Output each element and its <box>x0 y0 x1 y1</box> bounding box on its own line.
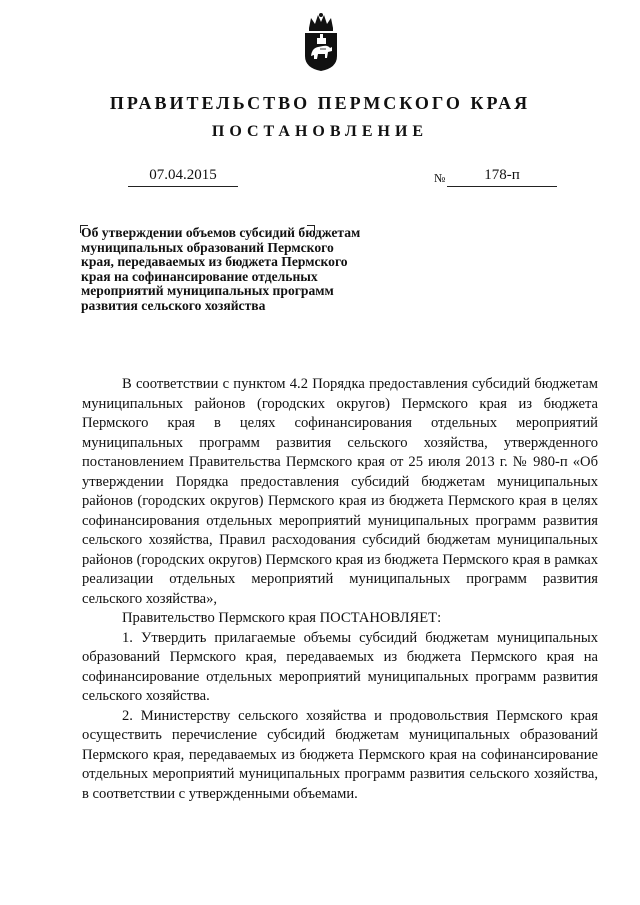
decree-date: 07.04.2015 <box>128 165 238 187</box>
clause-1: 1. Утвердить прилагаемые объемы субсидий бюджетам муниципальных образований Пермского края, передаваемых из бюджета Пермского края на софинансирование отдельных мероприятий муниципальных программ развития сельского хозяйства. <box>82 629 598 704</box>
decree-number: 178-п <box>447 165 557 187</box>
decree-subject: Об утверждении объемов субсидий бюджетам муниципальных образований Пермского края, передаваемых из бюджета Пермского края на софинансирование отдельных мероприятий муниципальных программ развития сельского хозяйства <box>81 225 361 313</box>
decree-body <box>82 375 598 804</box>
document-type-title: ПОСТАНОВЛЕНИЕ <box>211 123 429 140</box>
government-title: ПРАВИТЕЛЬСТВО ПЕРМСКОГО КРАЯ <box>109 93 531 113</box>
preamble-paragraph: В соответствии с пунктом 4.2 Порядка предоставления субсидий бюджетам муниципальных районов (городских округов) Пермского края из бюджета Пермского края в целях софинансирования отдельных мероприятий муниципальных программ развития сельского хозяйства, утвержденного постановлением Правительства Пермского края от 25 июля 2013 г. № 980-п «Об утверждении Порядка предоставления субсидий бюджетам муниципальных районов (городских округов) Пермского края из бюджета Пермского края в целях софинансирования отдельных мероприятий муниципальных программ развития сельского хозяйства, Правил расходования субсидий бюджетам муниципальных районов (городских округов) Пермского края из бюджета Пермского края в рамках реализации отдельных мероприятий муниципальных программ развития сельского хозяйства», <box>82 376 598 607</box>
clause-2: 2. Министерству сельского хозяйства и продовольствия Пермского края осуществить перечисление субсидий бюджетам муниципальных образований Пермского края, передаваемых из бюджета Пермского края на софинансирование отдельных мероприятий муниципальных программ развития сельского хозяйства, в соответствии с утвержденными объемами. <box>82 707 598 802</box>
resolution-statement: Правительство Пермского края ПОСТАНОВЛЯЕТ: <box>122 610 442 626</box>
number-prefix: № <box>434 171 446 185</box>
perm-krai-coat-of-arms-icon <box>301 12 341 72</box>
